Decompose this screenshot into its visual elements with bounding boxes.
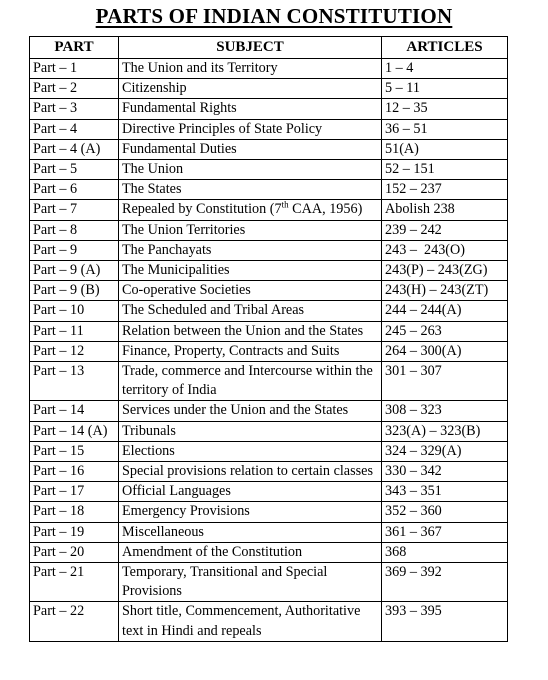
cell-articles: 239 – 242 — [382, 220, 508, 240]
table-row — [30, 502, 508, 522]
table-row — [30, 441, 508, 461]
cell-articles: 5 – 11 — [382, 79, 508, 99]
table-header-row — [30, 37, 508, 59]
cell-articles: 324 – 329(A) — [382, 441, 508, 461]
cell-articles: 368 — [382, 542, 508, 562]
cell-part: Part – 3 — [30, 99, 119, 119]
cell-part: Part – 16 — [30, 462, 119, 482]
cell-articles: 12 – 35 — [382, 99, 508, 119]
cell-articles: 393 – 395 — [382, 602, 508, 641]
cell-articles: 52 – 151 — [382, 160, 508, 180]
cell-subject: Directive Principles of State Policy — [119, 119, 382, 139]
table-row — [30, 362, 508, 401]
table-row — [30, 321, 508, 341]
cell-subject: The Union and its Territory — [119, 59, 382, 79]
cell-articles: 361 – 367 — [382, 522, 508, 542]
cell-subject: The Union Territories — [119, 220, 382, 240]
table-row — [30, 99, 508, 119]
table-body — [30, 59, 508, 642]
cell-part: Part – 5 — [30, 160, 119, 180]
cell-articles: 308 – 323 — [382, 401, 508, 421]
table-row — [30, 79, 508, 99]
header-part: PART — [30, 37, 119, 59]
table-row — [30, 119, 508, 139]
table-row — [30, 401, 508, 421]
subject-text: Repealed by Constitution (7 — [122, 201, 282, 218]
cell-part: Part – 6 — [30, 180, 119, 200]
table-row — [30, 180, 508, 200]
cell-subject: Tribunals — [119, 421, 382, 441]
cell-part: Part – 11 — [30, 321, 119, 341]
table-row — [30, 240, 508, 260]
cell-subject: The Union — [119, 160, 382, 180]
cell-subject: Trade, commerce and Intercourse within the territory of India — [119, 362, 382, 401]
cell-subject: Emergency Provisions — [119, 502, 382, 522]
cell-subject: The States — [119, 180, 382, 200]
cell-articles: 352 – 360 — [382, 502, 508, 522]
cell-articles: 245 – 263 — [382, 321, 508, 341]
cell-part: Part – 9 — [30, 240, 119, 260]
cell-articles: 152 – 237 — [382, 180, 508, 200]
cell-subject: Fundamental Rights — [119, 99, 382, 119]
page-title-text: PARTS OF INDIAN CONSTITUTION — [95, 4, 453, 28]
constitution-parts-table — [29, 36, 508, 642]
cell-part: Part – 4 (A) — [30, 139, 119, 159]
cell-subject: The Panchayats — [119, 240, 382, 260]
cell-articles: 323(A) – 323(B) — [382, 421, 508, 441]
cell-subject: Services under the Union and the States — [119, 401, 382, 421]
cell-subject: Fundamental Duties — [119, 139, 382, 159]
cell-articles: 301 – 307 — [382, 362, 508, 401]
table-row — [30, 301, 508, 321]
table-row — [30, 341, 508, 361]
cell-articles: 51(A) — [382, 139, 508, 159]
header-articles: ARTICLES — [382, 37, 508, 59]
subject-superscript: th — [281, 199, 289, 210]
cell-articles: 243(H) – 243(ZT) — [382, 281, 508, 301]
cell-subject: Special provisions relation to certain classes — [119, 462, 382, 482]
cell-part: Part – 9 (B) — [30, 281, 119, 301]
cell-articles: 36 – 51 — [382, 119, 508, 139]
subject-text: CAA, 1956) — [288, 201, 363, 218]
cell-articles: 343 – 351 — [382, 482, 508, 502]
cell-part: Part – 17 — [30, 482, 119, 502]
table-row — [30, 482, 508, 502]
cell-part: Part – 15 — [30, 441, 119, 461]
table-row — [30, 200, 508, 220]
table-row — [30, 462, 508, 482]
cell-subject: Finance, Property, Contracts and Suits — [119, 341, 382, 361]
table-row — [30, 563, 508, 602]
table-row — [30, 602, 508, 641]
table-row — [30, 261, 508, 281]
cell-part: Part – 14 (A) — [30, 421, 119, 441]
cell-subject: Official Languages — [119, 482, 382, 502]
cell-part: Part – 4 — [30, 119, 119, 139]
cell-part: Part – 21 — [30, 563, 119, 602]
cell-subject: Citizenship — [119, 79, 382, 99]
cell-part: Part – 2 — [30, 79, 119, 99]
cell-part: Part – 9 (A) — [30, 261, 119, 281]
cell-subject: The Scheduled and Tribal Areas — [119, 301, 382, 321]
cell-subject — [119, 200, 382, 220]
cell-articles: 244 – 244(A) — [382, 301, 508, 321]
table-row — [30, 160, 508, 180]
cell-articles: 369 – 392 — [382, 563, 508, 602]
table-row — [30, 139, 508, 159]
page-title — [0, 2, 548, 32]
cell-articles: 243(P) – 243(ZG) — [382, 261, 508, 281]
header-subject: SUBJECT — [119, 37, 382, 59]
cell-part: Part – 14 — [30, 401, 119, 421]
cell-part: Part – 12 — [30, 341, 119, 361]
cell-part: Part – 18 — [30, 502, 119, 522]
cell-part: Part – 1 — [30, 59, 119, 79]
cell-part: Part – 7 — [30, 200, 119, 220]
cell-articles: 330 – 342 — [382, 462, 508, 482]
cell-subject: Short title, Commencement, Authoritative text in Hindi and repeals — [119, 602, 382, 641]
cell-part: Part – 20 — [30, 542, 119, 562]
cell-part: Part – 19 — [30, 522, 119, 542]
table-row — [30, 542, 508, 562]
cell-articles: 264 – 300(A) — [382, 341, 508, 361]
cell-subject: Co-operative Societies — [119, 281, 382, 301]
cell-subject: Amendment of the Constitution — [119, 542, 382, 562]
cell-subject: The Municipalities — [119, 261, 382, 281]
cell-subject: Temporary, Transitional and Special Provisions — [119, 563, 382, 602]
table-row — [30, 421, 508, 441]
cell-subject: Elections — [119, 441, 382, 461]
cell-subject: Miscellaneous — [119, 522, 382, 542]
cell-articles: 243 – 243(O) — [382, 240, 508, 260]
cell-part: Part – 22 — [30, 602, 119, 641]
cell-part: Part – 8 — [30, 220, 119, 240]
cell-articles: Abolish 238 — [382, 200, 508, 220]
cell-subject: Relation between the Union and the States — [119, 321, 382, 341]
cell-part: Part – 10 — [30, 301, 119, 321]
cell-articles: 1 – 4 — [382, 59, 508, 79]
cell-part: Part – 13 — [30, 362, 119, 401]
table-row — [30, 522, 508, 542]
table-row — [30, 220, 508, 240]
table-row — [30, 59, 508, 79]
table-row — [30, 281, 508, 301]
